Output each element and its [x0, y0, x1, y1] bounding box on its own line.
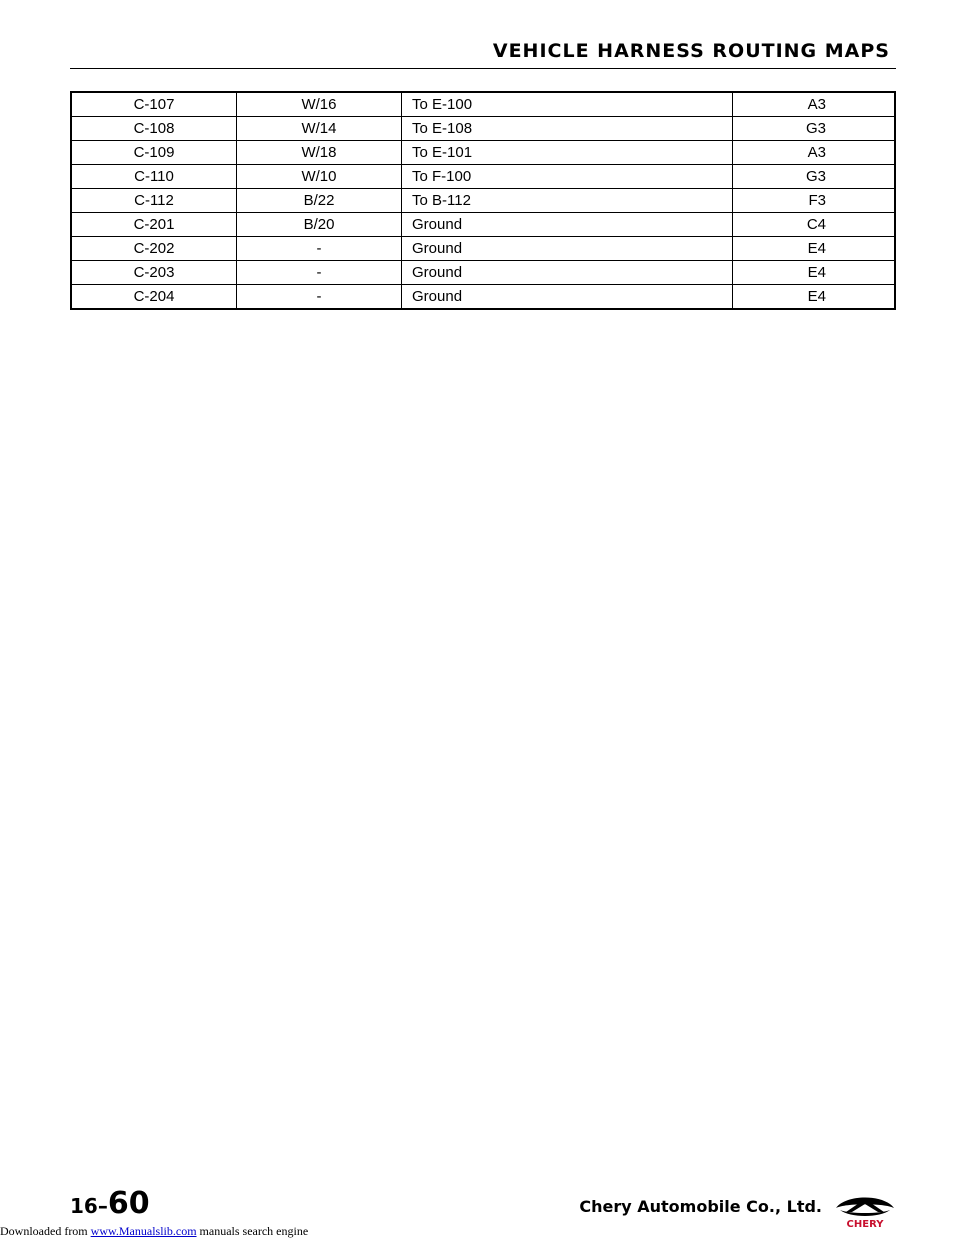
- location-cell: G3: [733, 165, 896, 189]
- download-notice: [0, 1224, 308, 1239]
- connector-cell: C-204: [71, 285, 237, 310]
- connector-cell: C-108: [71, 117, 237, 141]
- table-row: [71, 285, 895, 310]
- location-cell: G3: [733, 117, 896, 141]
- company-name: Chery Automobile Co., Ltd.: [579, 1197, 822, 1216]
- description-cell: Ground: [402, 237, 733, 261]
- wire-cell: -: [237, 261, 402, 285]
- connector-cell: C-203: [71, 261, 237, 285]
- description-cell: Ground: [402, 285, 733, 310]
- table-row: [71, 141, 895, 165]
- download-suffix: manuals search engine: [196, 1224, 309, 1238]
- page-header-title: VEHICLE HARNESS ROUTING MAPS: [492, 40, 890, 62]
- connector-cell: C-201: [71, 213, 237, 237]
- wire-cell: B/20: [237, 213, 402, 237]
- table-row: [71, 189, 895, 213]
- table-row: [71, 117, 895, 141]
- connector-cell: C-107: [71, 92, 237, 117]
- wire-cell: W/10: [237, 165, 402, 189]
- description-cell: Ground: [402, 213, 733, 237]
- description-cell: To E-101: [402, 141, 733, 165]
- connector-table: [70, 91, 896, 310]
- connector-cell: C-112: [71, 189, 237, 213]
- wire-cell: W/18: [237, 141, 402, 165]
- chery-logo-icon: [832, 1194, 898, 1230]
- logo-wordmark: CHERY: [846, 1219, 884, 1230]
- location-cell: A3: [733, 141, 896, 165]
- table-row: [71, 213, 895, 237]
- wire-cell: B/22: [237, 189, 402, 213]
- connector-cell: C-202: [71, 237, 237, 261]
- location-cell: E4: [733, 237, 896, 261]
- wire-cell: W/14: [237, 117, 402, 141]
- description-cell: Ground: [402, 261, 733, 285]
- description-cell: To B-112: [402, 189, 733, 213]
- location-cell: E4: [807, 288, 826, 305]
- download-prefix: Downloaded from: [0, 1224, 91, 1238]
- description-cell: To F-100: [402, 165, 733, 189]
- location-cell: C4: [733, 213, 896, 237]
- wire-cell: -: [237, 237, 402, 261]
- wire-cell: -: [237, 285, 402, 310]
- location-cell: E4: [733, 261, 896, 285]
- wire-cell: W/16: [237, 92, 402, 117]
- page-number-value: 60: [107, 1186, 150, 1221]
- description-cell: To E-108: [402, 117, 733, 141]
- table-row: [71, 165, 895, 189]
- location-cell: F3: [733, 189, 896, 213]
- table-row: [71, 261, 895, 285]
- table-row: [71, 92, 895, 117]
- header-divider: [70, 68, 896, 69]
- connector-cell: C-110: [71, 165, 237, 189]
- connector-cell: C-109: [71, 141, 237, 165]
- section-number: 16–: [70, 1194, 108, 1218]
- manualslib-link[interactable]: www.Manualslib.com: [90, 1224, 197, 1238]
- location-cell: A3: [733, 92, 896, 117]
- description-cell: To E-100: [402, 92, 733, 117]
- table-row: [71, 237, 895, 261]
- page-number: [70, 1186, 150, 1221]
